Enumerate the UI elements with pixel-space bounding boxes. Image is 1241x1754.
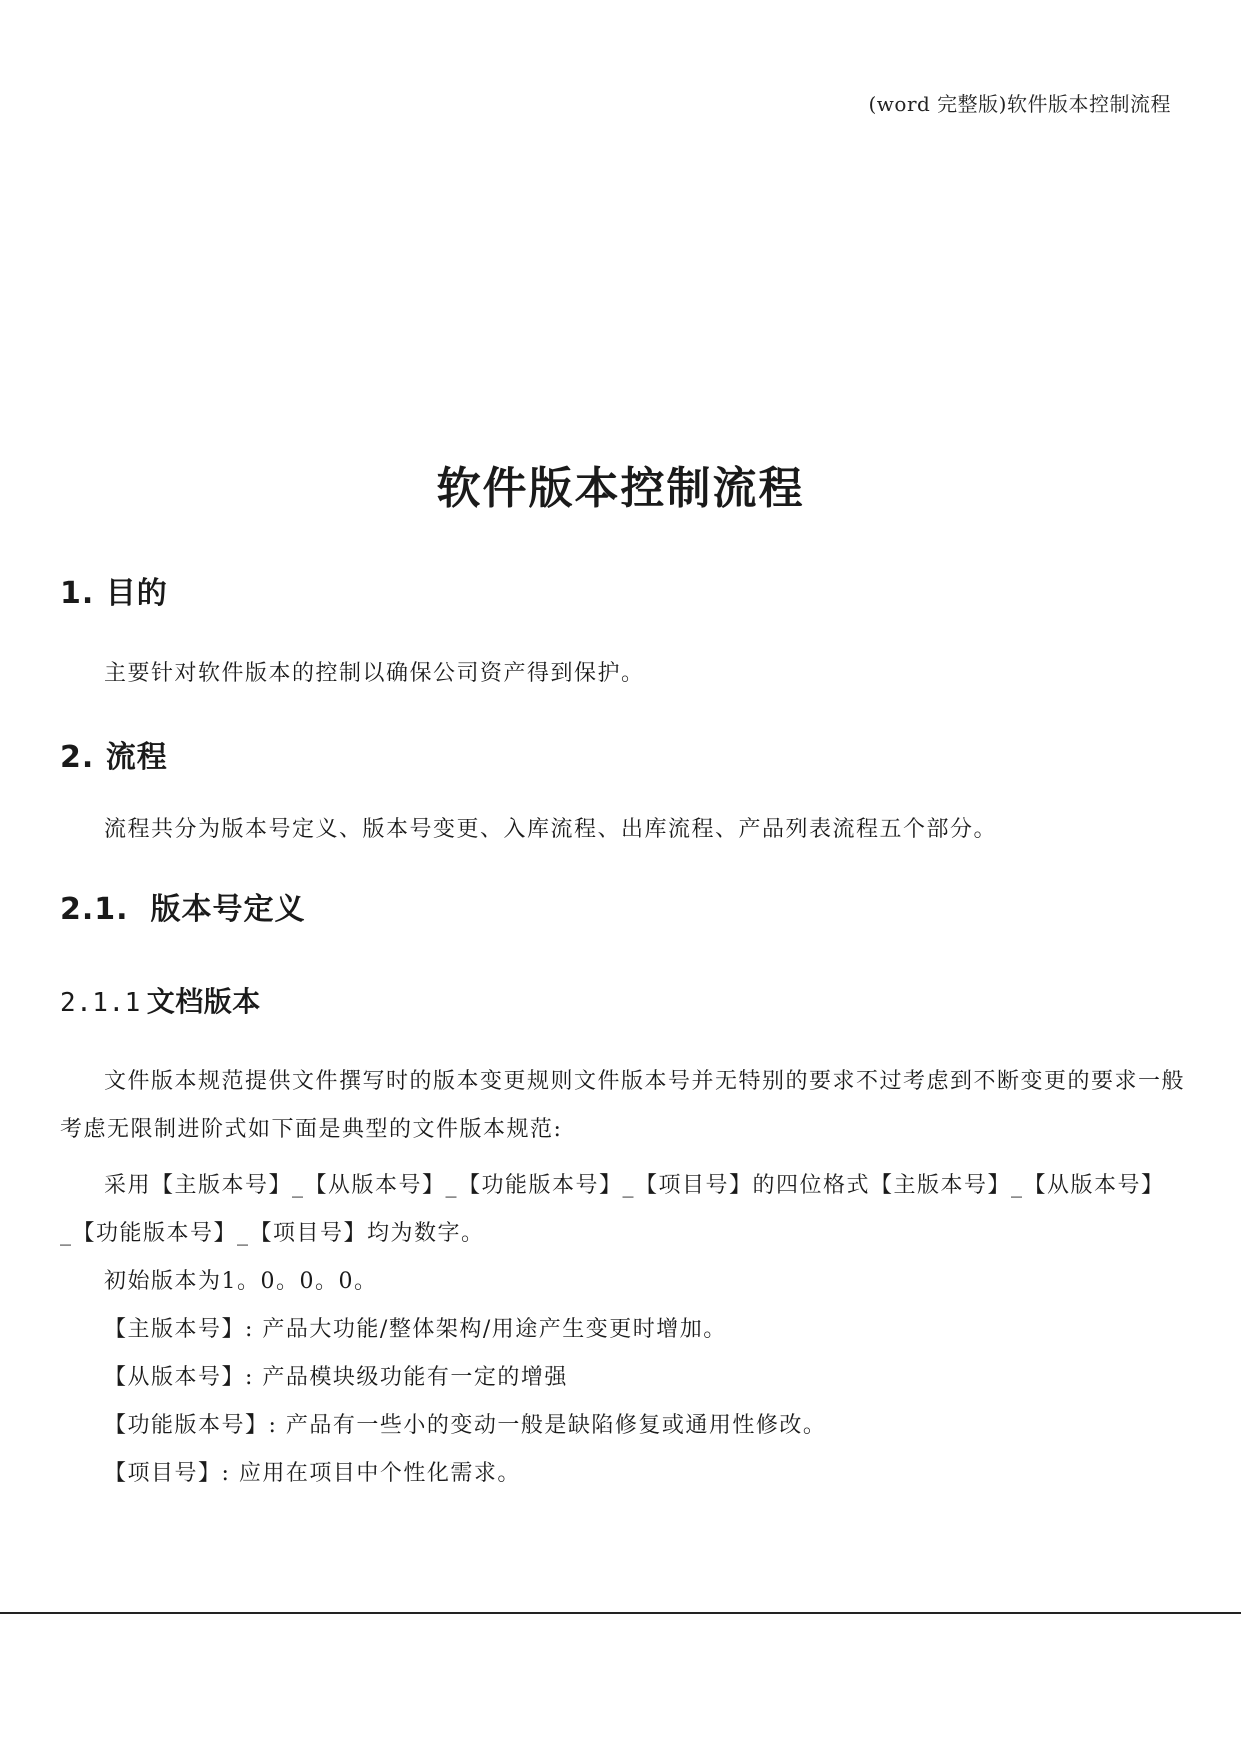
section-1-number: 1. xyxy=(60,576,95,611)
section-2-1-1-title: 文档版本 xyxy=(146,985,261,1018)
section-2-body: 流程共分为版本号定义、版本号变更、入库流程、出库流程、产品列表流程五个部分。 xyxy=(104,817,998,842)
section-2-1-title: 版本号定义 xyxy=(150,892,306,927)
footer-divider xyxy=(0,1612,1241,1614)
project-number-line: 【项目号】: 应用在项目中个性化需求。 xyxy=(104,1461,521,1486)
section-1-heading xyxy=(60,568,168,612)
section-1-title: 目的 xyxy=(105,576,168,611)
running-header: (word 完整版)软件版本控制流程 xyxy=(868,92,1171,116)
major-version-line: 【主版本号】: 产品大功能/整体架构/用途产生变更时增加。 xyxy=(104,1317,727,1342)
section-2-1-heading xyxy=(60,884,306,928)
section-1-body: 主要针对软件版本的控制以确保公司资产得到保护。 xyxy=(104,661,645,686)
section-2-1-1-number: 2.1.1 xyxy=(60,988,141,1018)
document-title: 软件版本控制流程 xyxy=(436,463,805,514)
section-2-heading xyxy=(60,732,168,776)
format-line-1: 采用【主版本号】_【从版本号】_【功能版本号】_【项目号】的四位格式【主版本号】_【从版本号】 xyxy=(104,1173,1165,1198)
version-rule-paragraph: 文件版本规范提供文件撰写时的版本变更规则文件版本号并无特别的要求不过考虑到不断变更的要求一般考虑无限制进阶式如下面是典型的文件版本规范: xyxy=(60,1069,1186,1142)
format-line-2: _【功能版本号】_【项目号】均为数字。 xyxy=(60,1221,485,1246)
section-2-number: 2. xyxy=(60,740,95,775)
section-2-title: 流程 xyxy=(105,740,168,775)
section-2-1-1-heading xyxy=(60,980,261,1020)
minor-version-line: 【从版本号】: 产品模块级功能有一定的增强 xyxy=(104,1365,568,1390)
feature-version-line: 【功能版本号】: 产品有一些小的变动一般是缺陷修复或通用性修改。 xyxy=(104,1413,827,1438)
section-2-1-number: 2.1. xyxy=(60,892,129,927)
initial-version-line: 初始版本为1。0。0。0。 xyxy=(104,1269,378,1294)
